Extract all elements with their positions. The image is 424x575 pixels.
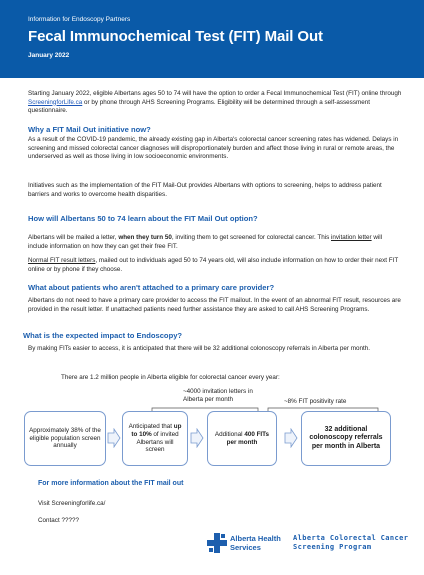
impact-paragraph: By making FITs easier to access, it is anticipated that there will be 32 additional colonoscopy referrals in Alberta per month. bbox=[28, 345, 370, 352]
flow-box-invited-c: of invited Albertans will screen bbox=[136, 430, 179, 454]
flow-arrow-2 bbox=[190, 428, 204, 448]
invites-label-line-1: ~4000 invitation letters in bbox=[183, 388, 253, 395]
why-paragraph-1: As a result of the COVID-19 pandemic, the already existing gap in Alberta's colorectal cancer screening rates has widened. Delays in screening and missed colorectal cancer diagnoses will disproportionately burden and affect those living in rural or remote areas, the underserved as well as those living in low socioeconomic environments. bbox=[28, 136, 399, 161]
screening-for-life-link[interactable]: ScreeningforLife.ca bbox=[28, 98, 83, 106]
ahs-logo-line-2: Services bbox=[230, 543, 261, 552]
flow-arrow-1 bbox=[107, 428, 121, 448]
more-info-heading: For more information about the FIT mail out bbox=[38, 480, 184, 487]
why-heading: Why a FIT Mail Out initiative now? bbox=[28, 125, 151, 134]
no-provider-paragraph: Albertans do not need to have a primary care provider to access the FIT mailout. In the event of an abnormal FIT result, resources are provided in the result letter. If unattached patients need further assistance they are asked to call AHS Screening Programs. bbox=[28, 297, 401, 313]
flow-box-fits bbox=[207, 411, 277, 466]
flow-box-fits-a: Additional bbox=[214, 430, 245, 438]
ahs-logo-text bbox=[230, 534, 281, 552]
accsp-logo-line-1: Alberta Colorectal Cancer bbox=[293, 534, 409, 542]
learn-p1-e: will include information on how they can get their free FIT. bbox=[28, 234, 383, 250]
eligible-statement: There are 1.2 million people in Alberta eligible for colorectal cancer every year: bbox=[61, 374, 280, 381]
invites-label bbox=[183, 388, 253, 403]
impact-heading: What is the expected impact to Endoscopy? bbox=[23, 331, 183, 340]
no-provider-heading: What about patients who aren't attached to a primary care provider? bbox=[28, 283, 275, 292]
header-kicker: Information for Endoscopy Partners bbox=[28, 16, 131, 23]
flow-box-invited bbox=[122, 411, 188, 466]
intro-text-2: or by phone through AHS Screening Programs. Eligibility will be determined through a self-assessment questionnaire. bbox=[28, 98, 370, 115]
page-title: Fecal Immunochemical Test (FIT) Mail Out bbox=[28, 28, 323, 45]
accsp-logo-line-2: Screening Program bbox=[293, 543, 372, 551]
learn-p1-b: when they turn 50 bbox=[118, 234, 172, 241]
learn-p2-b: , mailed out to individuals aged 50 to 74 years old, will also include information on how to order their next FIT online or by phone if they choose. bbox=[28, 257, 399, 273]
header-banner bbox=[0, 0, 424, 78]
intro-paragraph bbox=[28, 90, 402, 116]
learn-p1-c: , inviting them to get screened for colorectal cancer. This bbox=[171, 234, 331, 241]
flow-arrow-3 bbox=[284, 428, 298, 448]
positivity-label: ~8% FIT positivity rate bbox=[284, 398, 347, 405]
learn-paragraph-1 bbox=[28, 234, 402, 251]
flow-box-referrals: 32 additional colonoscopy referrals per month in Alberta bbox=[301, 411, 391, 466]
learn-p1-d: invitation letter bbox=[331, 234, 372, 241]
flow-box-invited-a: Anticipated that bbox=[128, 423, 174, 431]
learn-p2-a: Normal FIT result letters bbox=[28, 257, 96, 264]
learn-paragraph-2 bbox=[28, 257, 402, 274]
accsp-logo-text bbox=[293, 534, 408, 552]
intro-text-1: Starting January 2022, eligible Albertans ages 50 to 74 will have the option to order a Fecal Immunochemical Test (FIT) online through bbox=[28, 90, 402, 97]
why-paragraph-2: Initiatives such as the implementation of the FIT Mail-Out provides Albertans with options to screening, helps to address patient barriers and works to overcome health disparities. bbox=[28, 182, 382, 198]
flow-box-invited-b: up to 10% bbox=[131, 423, 182, 438]
learn-p1-a: Albertans will be mailed a letter, bbox=[28, 234, 119, 241]
ahs-logo-line-1: Alberta Health bbox=[230, 534, 281, 543]
visit-link[interactable]: Visit Screeningforlife.ca/ bbox=[38, 500, 106, 507]
header-date: January 2022 bbox=[28, 52, 70, 59]
invites-label-line-2: Alberta per month bbox=[183, 395, 234, 403]
contact-line: Contact ????? bbox=[38, 517, 79, 524]
learn-heading: How will Albertans 50 to 74 learn about the FIT Mail Out option? bbox=[28, 214, 258, 223]
flow-box-population: Approximately 38% of the eligible population screen annually bbox=[24, 411, 106, 466]
flow-box-fits-b: 400 FITs per month bbox=[226, 430, 270, 446]
ahs-logo-icon bbox=[207, 533, 227, 553]
